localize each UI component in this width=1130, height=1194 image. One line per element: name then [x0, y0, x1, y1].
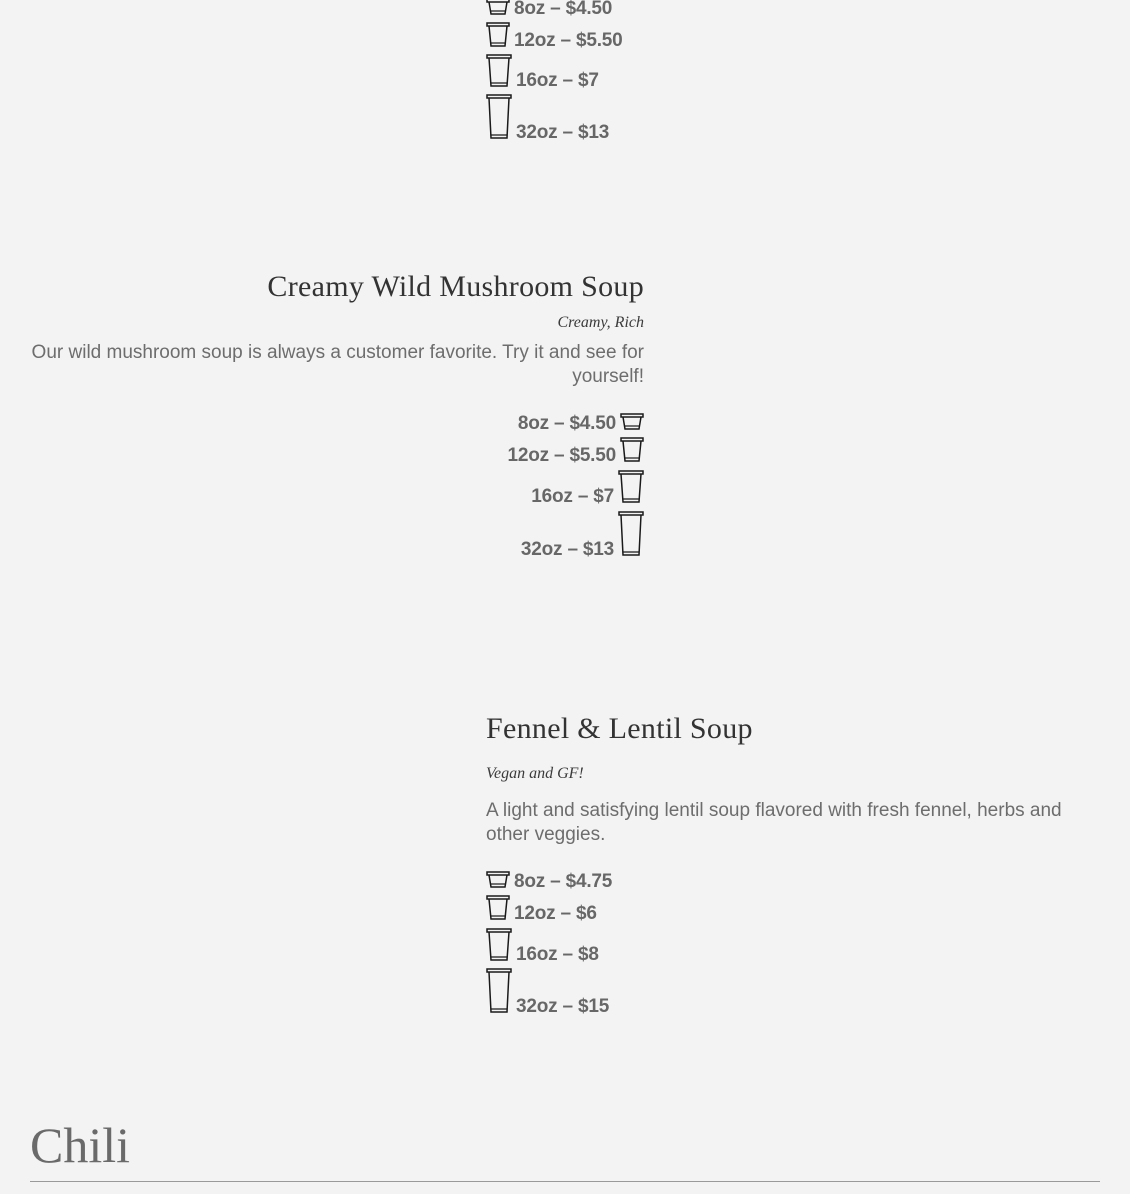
size-option: [486, 895, 597, 924]
size-price-label: 12oz – $6: [514, 903, 597, 924]
size-option: [486, 928, 599, 965]
cup-16oz-icon: [486, 54, 512, 88]
cup-12oz-icon: [486, 22, 510, 48]
size-price-label: 12oz – $5.50: [507, 445, 616, 466]
size-option: [531, 470, 644, 507]
size-option: [486, 968, 610, 1017]
size-option: [520, 511, 644, 560]
section-divider: [30, 1181, 1100, 1182]
size-option: [517, 413, 644, 434]
size-price-label: 8oz – $4.75: [514, 871, 613, 892]
cup-8oz-icon: [620, 413, 644, 431]
cup-32oz-icon: [486, 968, 512, 1014]
size-option: [486, 871, 613, 892]
section-heading-chili: Chili: [30, 1117, 131, 1173]
size-price-label: 12oz – $5.50: [514, 30, 623, 51]
item-description: A light and satisfying lentil soup flavored with fresh fennel, herbs and other veggies.: [486, 800, 1062, 845]
size-price-label: 16oz – $7: [516, 70, 599, 91]
size-option: [486, 94, 610, 143]
cup-16oz-icon: [486, 928, 512, 962]
size-price-label: 8oz – $4.50: [514, 0, 613, 19]
size-price-label: 16oz – $8: [516, 944, 599, 965]
item-title: Creamy Wild Mushroom Soup: [267, 270, 644, 303]
size-option: [507, 437, 644, 466]
cup-12oz-icon: [486, 895, 510, 921]
item-tagline: Creamy, Rich: [557, 314, 644, 331]
cup-32oz-icon: [486, 94, 512, 140]
item-tagline: Vegan and GF!: [486, 765, 584, 782]
size-price-label: 32oz – $13: [520, 539, 614, 560]
size-price-label: 32oz – $13: [516, 122, 610, 143]
size-option: [486, 0, 613, 19]
size-price-label: 32oz – $15: [516, 996, 610, 1017]
cup-12oz-icon: [620, 437, 644, 463]
size-price-label: 8oz – $4.50: [517, 413, 616, 434]
cup-8oz-icon: [486, 0, 510, 16]
size-price-label: 16oz – $7: [531, 486, 614, 507]
item-description: Our wild mushroom soup is always a customer favorite. Try it and see for yourself!: [31, 342, 644, 387]
cup-8oz-icon: [486, 871, 510, 889]
cup-16oz-icon: [618, 470, 644, 504]
size-option: [486, 54, 599, 91]
item-title: Fennel & Lentil Soup: [486, 712, 753, 745]
cup-32oz-icon: [618, 511, 644, 557]
size-option: [486, 22, 623, 51]
